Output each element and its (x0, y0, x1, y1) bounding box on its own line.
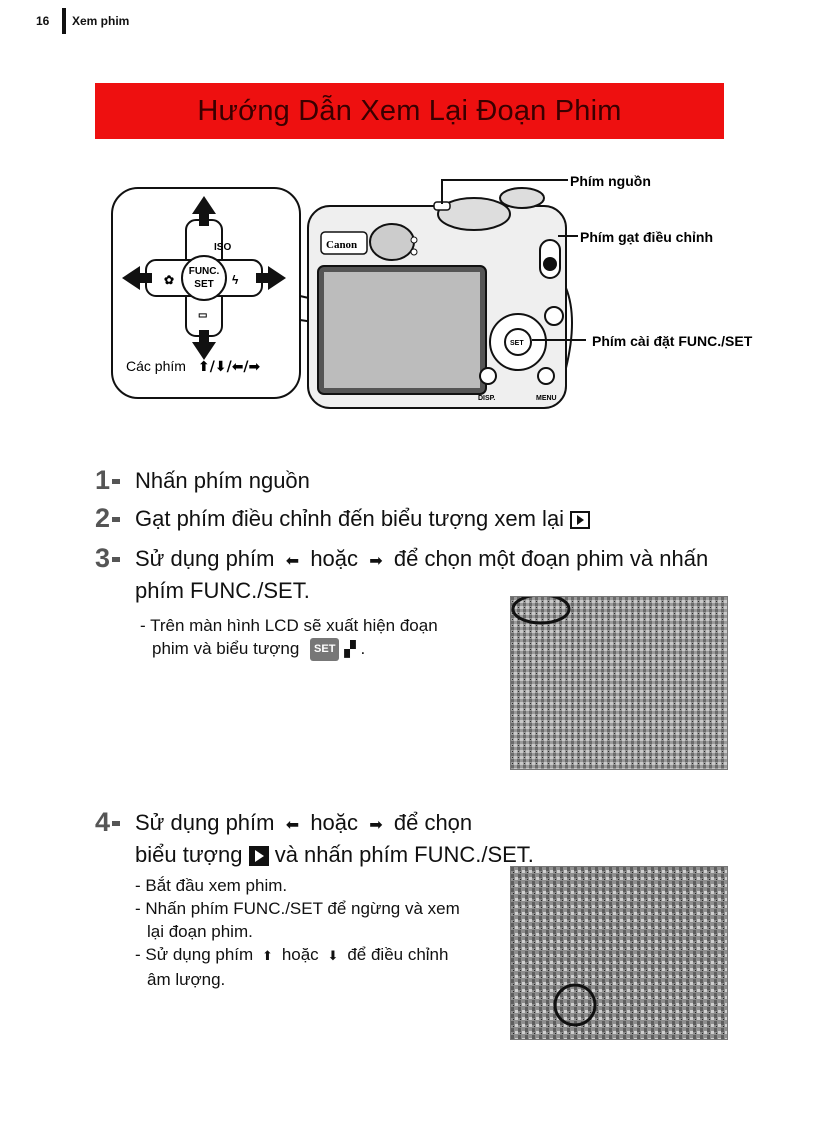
step-text: Sử dụng phím (135, 546, 275, 571)
svg-text:▭: ▭ (198, 310, 208, 321)
func-set-callout: Phím cài đặt FUNC./SET (592, 333, 753, 349)
step-text: để chọn một đoạn phim và nhấn (393, 546, 709, 571)
left-arrow-icon: ⬅ (280, 551, 305, 570)
lcd-screen (324, 272, 480, 388)
disp-label: DISP. (478, 395, 496, 402)
keys-arrows-label: ⬆/⬇/⬅/➡ (198, 359, 261, 375)
set-icon: SET (310, 638, 339, 661)
step-4 (95, 808, 555, 870)
step-number: 3 (95, 543, 111, 573)
page-title: Hướng Dẫn Xem Lại Đoạn Phim (197, 94, 622, 127)
viewfinder (370, 224, 414, 260)
step-text: Gạt phím điều chỉnh đến biểu tượng xem lại (135, 506, 565, 531)
svg-text:SET: SET (510, 340, 524, 347)
brand-logo: Canon (326, 239, 358, 251)
step-text: phím FUNC./SET. (135, 578, 310, 603)
page-number: 16 (36, 14, 50, 28)
movie-icon: ▞ (344, 641, 356, 659)
down-arrow-icon: ⬇ (323, 949, 343, 964)
play-icon (249, 846, 269, 866)
step-2 (95, 504, 590, 534)
lcd-screenshot-playback (510, 866, 728, 1040)
right-arrow-icon: ➡ (364, 551, 388, 570)
power-callout: Phím nguồn (570, 173, 651, 189)
step-text: Nhấn phím nguồn (135, 468, 310, 493)
keys-label: Các phím (126, 358, 186, 374)
step-text: biểu tượng (135, 842, 243, 867)
func-key-label-bottom: SET (194, 279, 214, 290)
title-banner (95, 83, 724, 139)
svg-text:✿: ✿ (164, 273, 175, 287)
step-4-notes (135, 874, 505, 991)
lcd-screenshot-movie-select (510, 596, 728, 770)
header-divider (62, 8, 66, 34)
step-3-notes: - Trên màn hình LCD sẽ xuất hiện đoạn phim và biểu tượng SET ▞ . (140, 614, 490, 661)
func-key-label-top: FUNC. (188, 266, 220, 277)
step-text: và nhấn phím FUNC./SET. (274, 842, 534, 867)
svg-text:ISO: ISO (214, 242, 232, 253)
step-number: 2 (95, 503, 111, 533)
step-text: hoặc (310, 810, 359, 835)
screenshot-image (511, 867, 727, 1039)
note-line: âm lượng. (147, 970, 226, 989)
note-line: phim và biểu tượng (152, 639, 300, 658)
note-line: - Sử dụng phím (135, 945, 254, 964)
right-arrow-icon: ➡ (364, 815, 388, 834)
menu-label: MENU (536, 395, 557, 402)
step-1 (95, 466, 310, 496)
left-arrow-icon: ⬅ (280, 815, 305, 834)
svg-text:ϟ: ϟ (232, 273, 239, 287)
up-arrow-icon: ⬆ (257, 949, 278, 964)
note-line: để điều chỉnh (347, 945, 449, 964)
step-number: 1 (95, 465, 111, 495)
step-number: 4 (95, 807, 111, 837)
note-line: - Trên màn hình LCD sẽ xuất hiện đoạn (140, 616, 438, 635)
step-text: hoặc (310, 546, 359, 571)
section-title: Xem phim (72, 14, 130, 28)
step-text: Sử dụng phím (135, 810, 275, 835)
note-line: - Bắt đầu xem phim. (135, 876, 288, 895)
note-line: lại đoạn phim. (147, 922, 253, 941)
mode-switch-callout: Phím gạt điều chỉnh (580, 229, 714, 245)
step-text: để chọn (393, 810, 473, 835)
screenshot-image (511, 597, 727, 769)
playback-icon (570, 511, 590, 529)
camera-diagram (108, 168, 758, 418)
note-line: - Nhấn phím FUNC./SET để ngừng và xem (135, 899, 460, 918)
note-line: hoặc (281, 945, 319, 964)
